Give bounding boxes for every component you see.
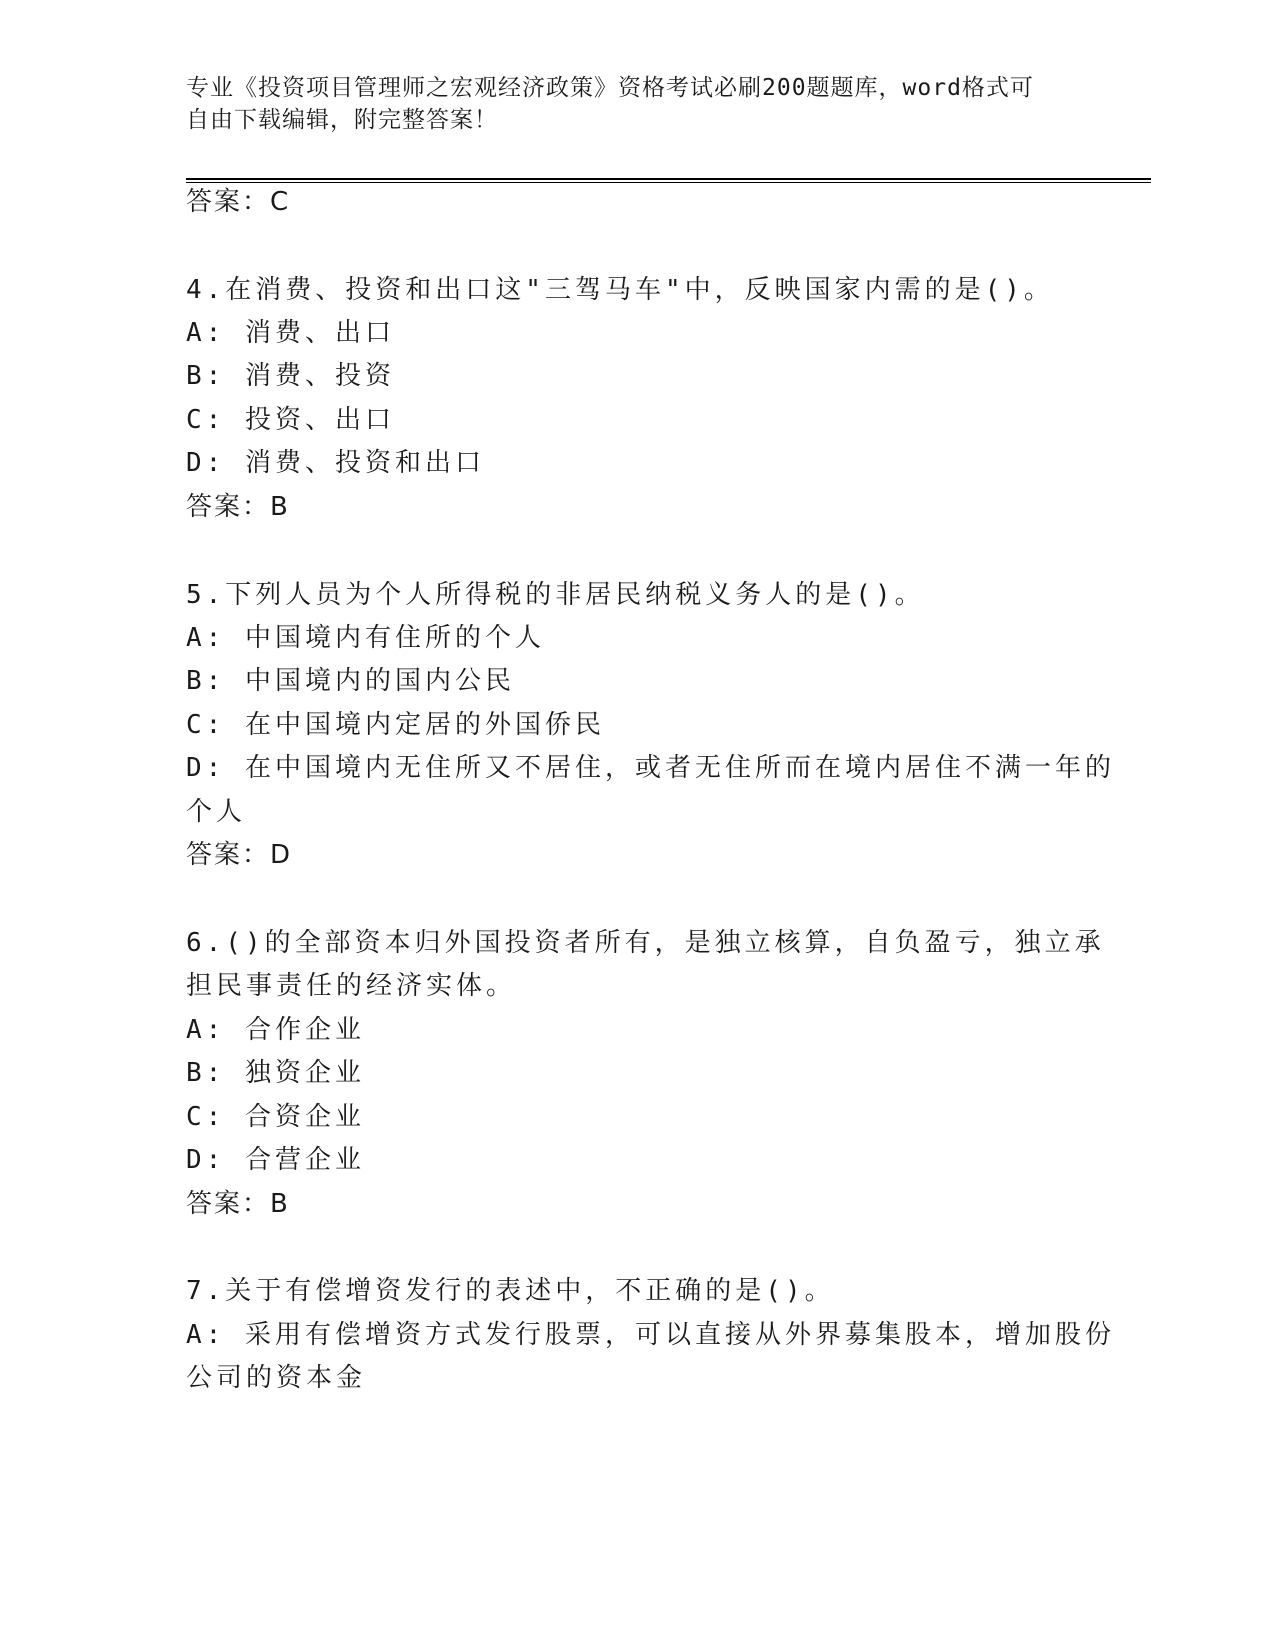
question-7-option-a: A: 采用有偿增资方式发行股票，可以直接从外界募集股本，增加股份 — [186, 1320, 1115, 1350]
question-5-option-b: B: 中国境内的国内公民 — [186, 666, 515, 696]
question-4-option-b: B: 消费、投资 — [186, 361, 395, 391]
document-page — [186, 0, 1151, 1650]
question-5-option-c: C: 在中国境内定居的外国侨民 — [186, 710, 605, 740]
question-5-option-d-cont: 个人 — [186, 797, 247, 827]
question-5-option-d: D: 在中国境内无住所又不居住，或者无住所而在境内居住不满一年的 — [186, 753, 1115, 783]
question-4-stem: 4.在消费、投资和出口这"三驾马车"中，反映国家内需的是()。 — [186, 275, 1054, 305]
question-6-option-b: B: 独资企业 — [186, 1058, 365, 1088]
header-line-1: 专业《投资项目管理师之宏观经济政策》资格考试必刷200题题库，word格式可 — [186, 75, 1034, 101]
question-6-stem-cont: 担民事责任的经济实体。 — [186, 971, 517, 1001]
header-line-2: 自由下载编辑，附完整答案！ — [186, 107, 498, 133]
answer-q4: 答案：B — [186, 492, 290, 522]
question-6-option-d: D: 合营企业 — [186, 1145, 365, 1175]
question-4-option-a: A: 消费、出口 — [186, 318, 395, 348]
question-6-option-a: A: 合作企业 — [186, 1015, 365, 1045]
answer-q3: 答案：C — [186, 187, 291, 217]
document-header — [186, 72, 1086, 136]
question-6-option-c: C: 合资企业 — [186, 1102, 365, 1132]
question-7-option-a-cont: 公司的资本金 — [186, 1363, 367, 1393]
question-4-option-d: D: 消费、投资和出口 — [186, 448, 485, 478]
header-divider — [186, 178, 1151, 183]
question-6-stem: 6.()的全部资本归外国投资者所有，是独立核算，自负盈亏，独立承 — [186, 928, 1105, 958]
question-7-stem: 7.关于有偿增资发行的表述中，不正确的是()。 — [186, 1276, 835, 1306]
answer-q6: 答案：B — [186, 1189, 290, 1219]
question-4-option-c: C: 投资、出口 — [186, 405, 395, 435]
question-5-stem: 5.下列人员为个人所得税的非居民纳税义务人的是()。 — [186, 580, 925, 610]
question-5-option-a: A: 中国境内有住所的个人 — [186, 623, 545, 653]
answer-q5: 答案：D — [186, 840, 293, 870]
